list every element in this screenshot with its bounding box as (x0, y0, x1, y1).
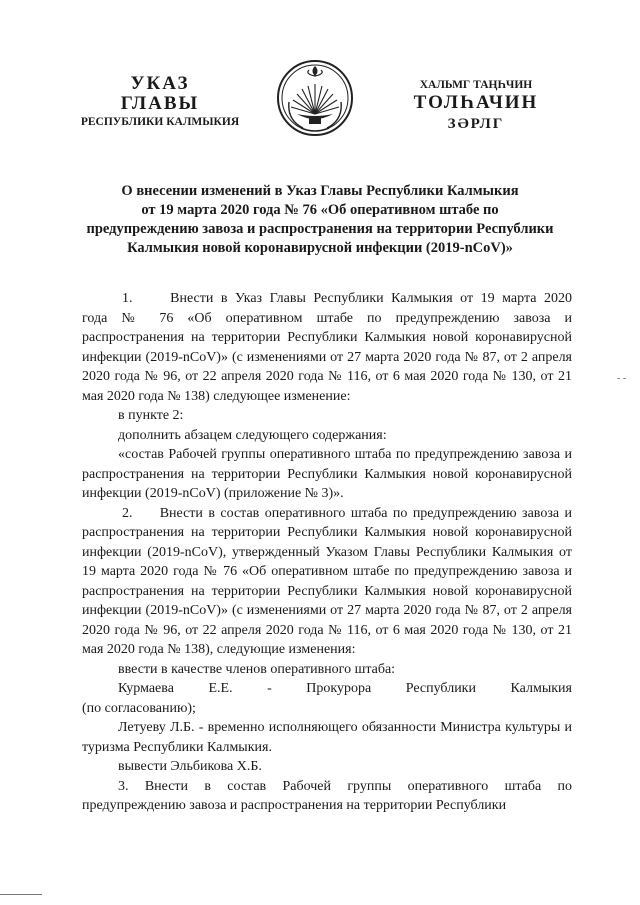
header-kalmyk-line2: ТОЛҺАЧИН (413, 92, 539, 113)
paragraph-2c: Летуеву Л.Б. - временно исполняющего обязанности Министра культуры и туризма Республики Калмыкия. (82, 720, 572, 755)
paragraph-1-first-line: 1. Внести в Указ Главы Республики Калмыкия от 19 марта 2020 (122, 291, 572, 306)
emblem-icon (275, 56, 355, 140)
header-left-block (60, 74, 260, 130)
margin-mark: - - (617, 373, 627, 384)
paragraph-2d: вывести Эльбикова Х.Б. (118, 759, 262, 774)
header-ukaz: УКАЗ (130, 73, 190, 94)
document-body (82, 289, 572, 816)
paragraph-2: 2. Внести в состав оперативного штаба по предупреждению завоза и распространения на территории Республики Калмыкия новой коронавирусной инфекции (2019-nCoV), утвержденный Указом Главы Республики Калмыкия от 19 марта 2020 года № 76 «Об оперативном штабе по предупреждению завоза и распространения на территории Республики Калмыкия новой коронавирусной инфекции (2019-nCoV)» (с изменениями от 27 марта 2020 года № 87, от 2 апреля 2020 года № 96, от 22 апреля 2020 года № 116, от 6 мая 2020 года № 130, от 21 мая 2020 года № 138), следующие изменения: (82, 505, 572, 657)
title-line-3: предупреждению завоза и распространения на территории Республики (86, 221, 554, 237)
paragraph-1a: в пункте 2: (118, 408, 184, 423)
header-republic: РЕСПУБЛИКИ КАЛМЫКИЯ (80, 116, 240, 128)
paragraph-3: 3. Внести в состав Рабочей группы оперативного штаба по предупреждению завоза и распространения на территории Республики (82, 778, 572, 813)
header-right-block (386, 78, 566, 134)
paragraph-2b-line1: Курмаева Е.Е. - Прокурора Республики Калмыкия (118, 681, 572, 696)
paragraph-1c: «состав Рабочей группы оперативного штаба по предупреждению завоза и распространения на территории Республики Калмыкия новой коронавирусной инфекции (2019-nCoV) (приложение № 3)». (82, 447, 572, 501)
header-kalmyk-line1: ХАЛЬМГ ТАҢҺЧИН (419, 79, 533, 91)
document-title (70, 182, 570, 258)
paragraph-2a: ввести в качестве членов оперативного штаба: (118, 661, 396, 677)
paragraph-1b: дополнить абзацем следующего содержания: (118, 427, 387, 443)
title-line-2: от 19 марта 2020 года № 76 «Об оперативном штабе по (141, 202, 499, 218)
paragraph-1-rest: года № 76 «Об оперативном штабе по предупреждению завоза и распространения на территории Республики Калмыкия новой коронавирусной инфекции (2019-nCoV)» (с изменениями от 27 марта 2020 года № 87, от 2 апреля 2020 года № 96, от 22 апреля 2020 года № 116, от 6 мая 2020 года № 130, от 21 мая 2020 года № 138) следующее изменение: (82, 310, 572, 404)
header-glavy: ГЛАВЫ (120, 93, 200, 114)
footer-divider (0, 894, 42, 895)
title-line-4: Калмыкия новой коронавирусной инфекции (2019-nCoV)» (127, 240, 513, 256)
title-line-1: О внесении изменений в Указ Главы Республики Калмыкия (121, 183, 519, 199)
header-kalmyk-line3: ЗӘРЛГ (447, 116, 505, 132)
paragraph-2b-line2: (по согласованию); (82, 700, 196, 716)
